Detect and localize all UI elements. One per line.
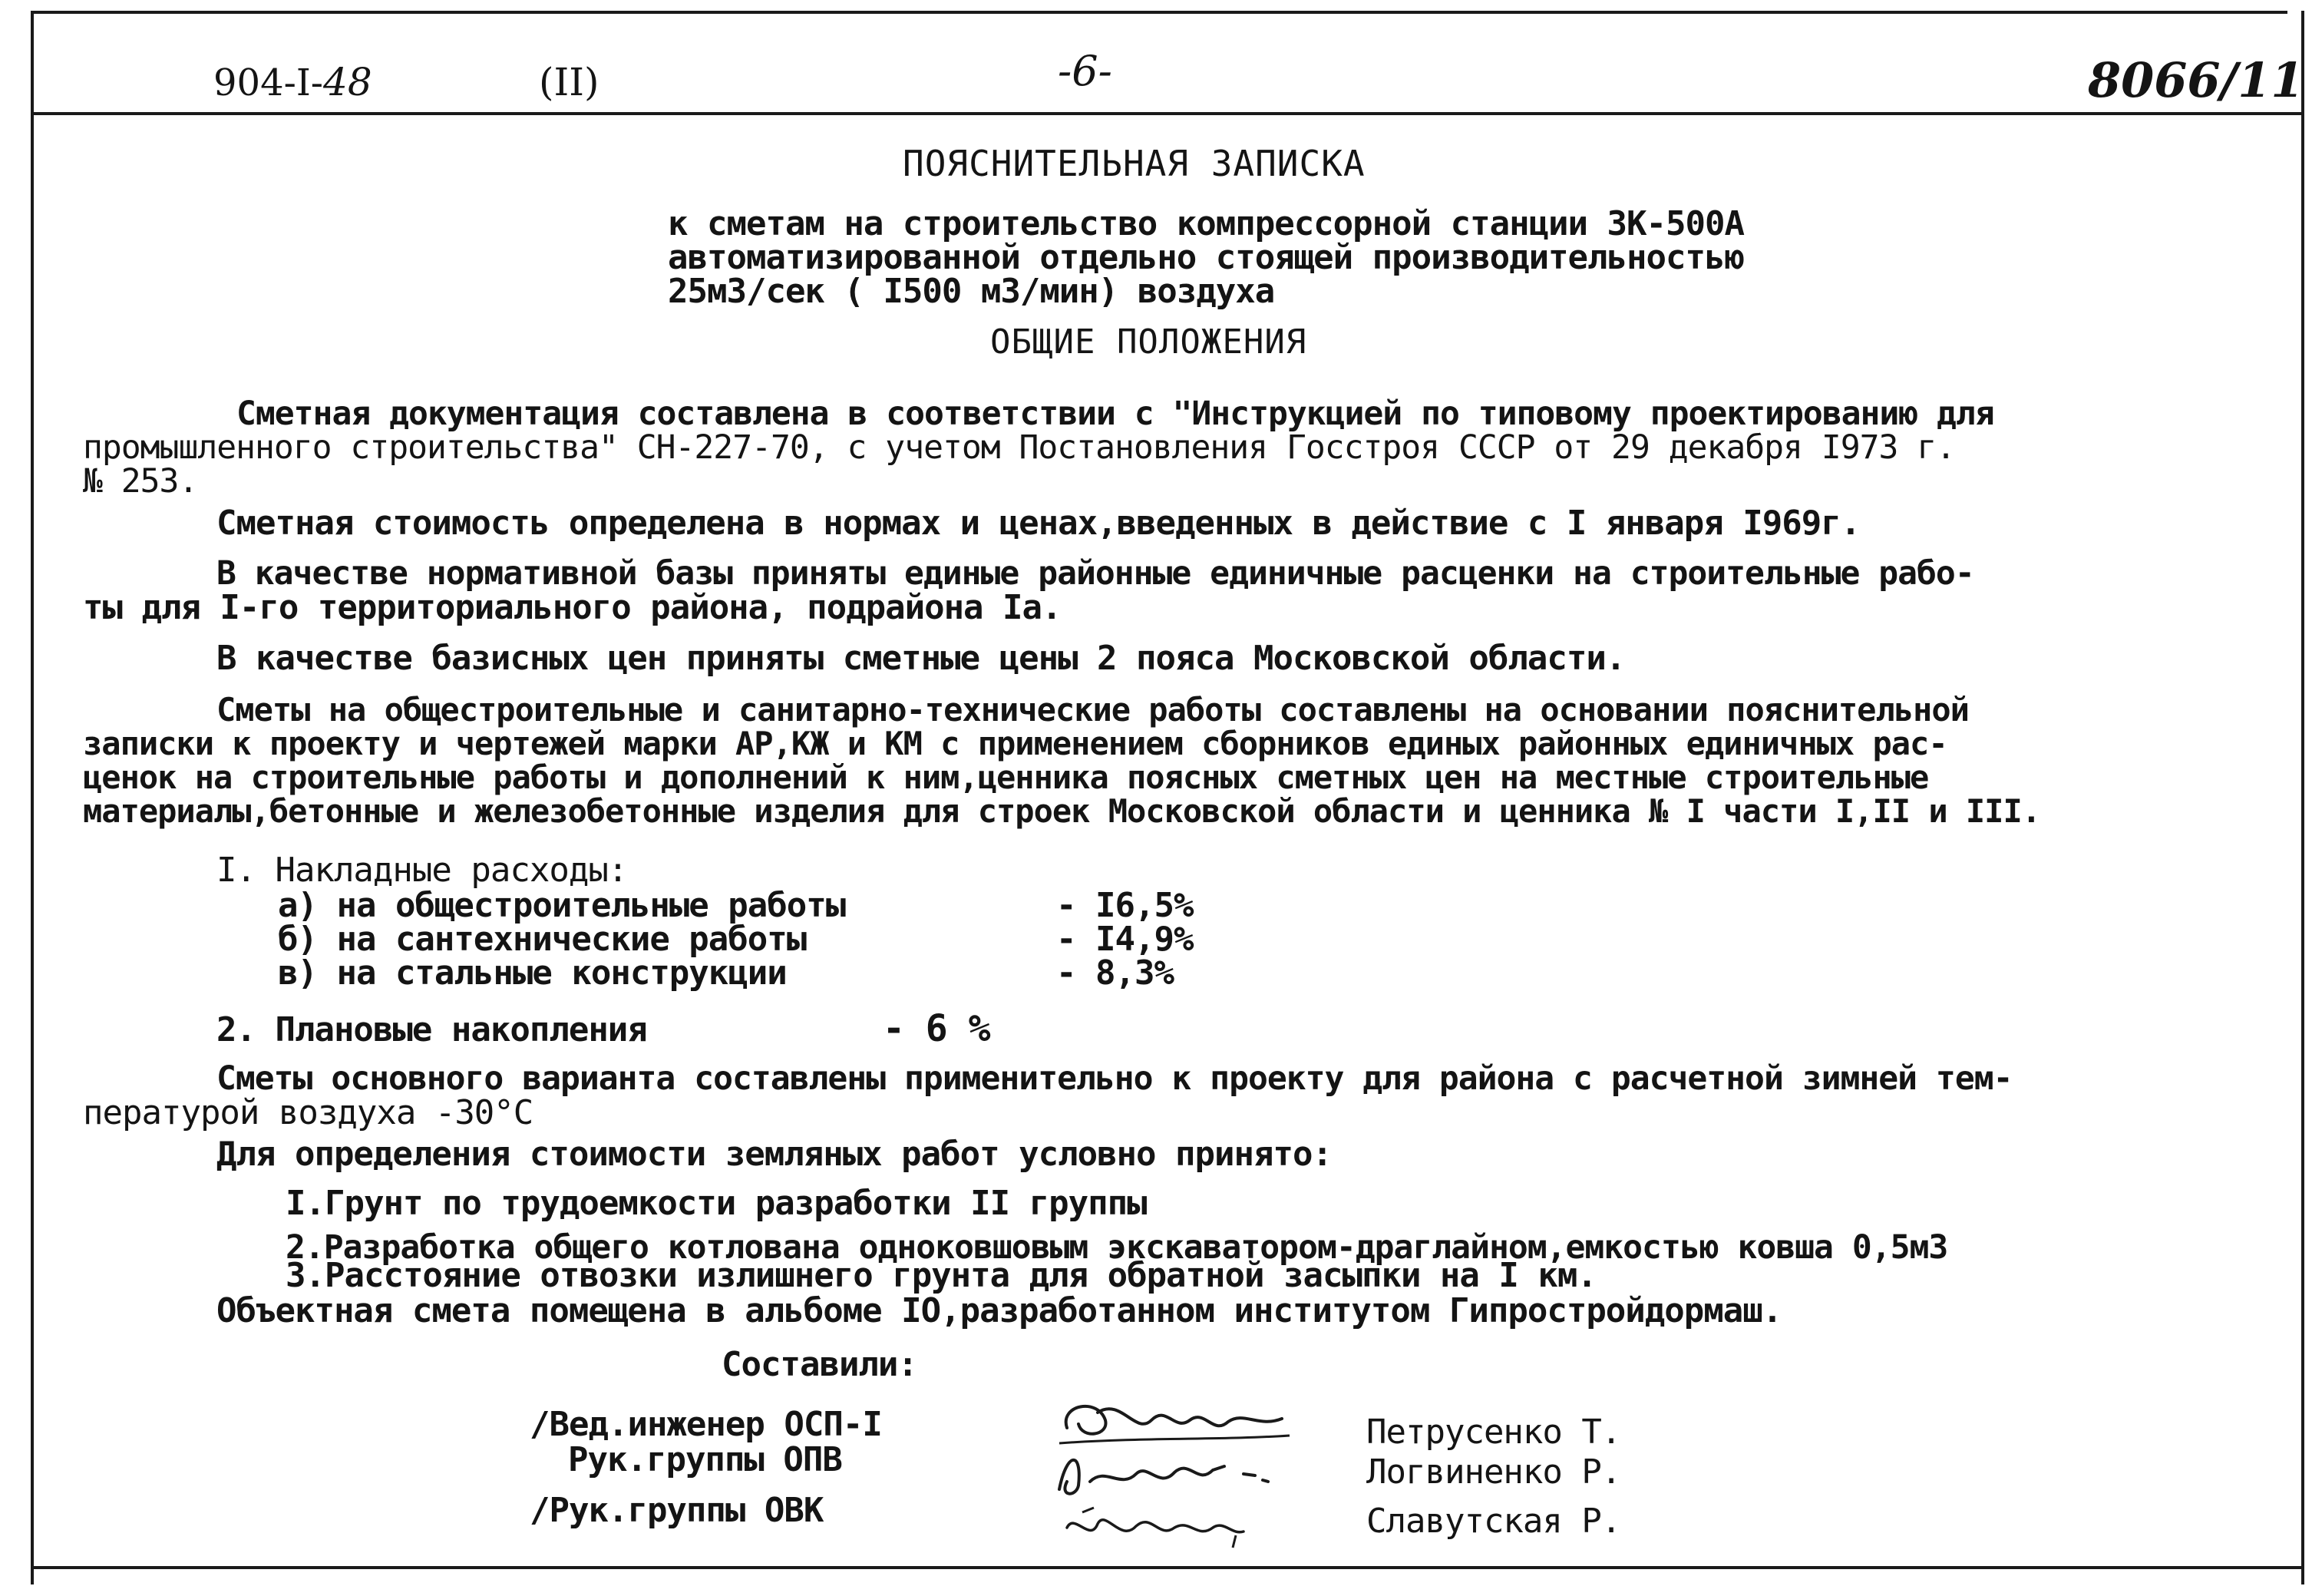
signer-3-position: /Рук.группы ОВК	[530, 1491, 824, 1530]
p5-line-3: ценок на строительные работы и дополнений к ним,ценника поясных сметных цен на местные строительные	[83, 758, 1929, 796]
p1-line-1: Сметная документация составлена в соответствии с "Инструкцией по типовому проектированию для	[236, 395, 1994, 433]
issue-number: (II)	[539, 60, 599, 104]
signature-3-scribble	[1052, 1497, 1297, 1558]
p3-line-2: ты для I-го территориального района, подрайона Iа.	[83, 588, 1062, 627]
signer-1-name: Петрусенко Т.	[1366, 1413, 1621, 1452]
overhead-item-3-label: в) на стальные конструкции	[278, 953, 787, 993]
signature-1-scribble	[1052, 1389, 1297, 1451]
overheads-heading: I. Накладные расходы:	[216, 851, 628, 890]
left-border	[31, 11, 34, 1584]
document-title: ПОЯСНИТЕЛЬНАЯ ЗАПИСКА	[903, 143, 1366, 184]
p5-line-1: Сметы на общестроительные и санитарно-технические работы составлены на основании пояснительной	[216, 691, 1969, 729]
p2-line-1: Сметная стоимость определена в нормах и ценах,введенных в действие с I января I969г.	[216, 504, 1861, 543]
overhead-item-1-value: - I6,5%	[1056, 886, 1194, 925]
p5-line-4: материалы,бетонные и железобетонные изделия для строек Московской области и ценника № I части I,II и III.	[83, 792, 2041, 830]
planned-savings-value: - 6 %	[883, 1007, 990, 1050]
series-hand: 48	[323, 60, 372, 104]
subtitle-line-1: к сметам на строительство компрессорной станции ЗК-500А	[668, 204, 1744, 243]
right-border	[2301, 11, 2304, 1584]
variant-line-1: Сметы основного варианта составлены применительно к проекту для района с расчетной зимней тем-	[216, 1059, 2013, 1098]
earthworks-item-3: 3.Расстояние отвозки излишнего грунта для обратной засыпки на I км.	[286, 1256, 1597, 1295]
overhead-item-3-value: - 8,3%	[1056, 953, 1174, 993]
bottom-border	[31, 1566, 2304, 1569]
series-prefix: 904-I-	[213, 61, 324, 104]
page-number: -6-	[1058, 47, 1112, 95]
compiled-by-label: Составили:	[722, 1345, 917, 1384]
signer-3-name: Славутская Р.	[1366, 1502, 1621, 1541]
signer-2-name: Логвиненко Р.	[1366, 1452, 1621, 1492]
series-number	[213, 60, 372, 104]
overhead-item-1-label: а) на общестроительные работы	[278, 886, 846, 925]
p1-line-3: № 253.	[83, 462, 198, 501]
earthworks-item-1: I.Грунт по трудоемкости разработки II группы	[286, 1184, 1147, 1223]
earthworks-item-2: 2.Разработка общего котлована одноковшовым экскаватором-драглайном,емкостью ковша 0,5м3	[286, 1228, 1948, 1267]
signer-1-position: /Вед.инженер ОСП-I	[530, 1405, 882, 1444]
object-estimate-note: Объектная смета помещена в альбоме IO,разработанном институтом Гипростройдормаш.	[216, 1291, 1782, 1330]
variant-line-2: пературой воздуха -30°С	[83, 1093, 533, 1132]
overhead-item-2-value: - I4,9%	[1056, 920, 1194, 959]
p4-line-1: В качестве базисных цен приняты сметные цены 2 пояса Московской области.	[216, 639, 1626, 678]
subtitle-line-3: 25м3/сек ( I500 м3/мин) воздуха	[668, 272, 1275, 311]
earthworks-heading: Для определения стоимости земляных работ условно принято:	[216, 1135, 1332, 1174]
p1-line-2: промышленного строительства" СН-227-70, с учетом Постановления Госстроя СССР от 29 декабря I973 г.	[83, 428, 1956, 467]
signer-2-position: Рук.группы ОПВ	[568, 1440, 842, 1479]
p3-line-1: В качестве нормативной базы приняты единые районные единичные расценки на строительные рабо-	[216, 554, 1974, 593]
overhead-item-2-label: б) на сантехнические работы	[278, 920, 807, 959]
top-border	[31, 11, 2287, 14]
signature-2-scribble	[1044, 1443, 1290, 1505]
section-heading: ОБЩИЕ ПОЛОЖЕНИЯ	[990, 322, 1307, 362]
inventory-number: 8066/11	[2088, 52, 2304, 108]
header-rule	[32, 112, 2304, 115]
planned-savings-label: 2. Плановые накопления	[216, 1010, 647, 1049]
subtitle-line-2: автоматизированной отдельно стоящей производительностью	[668, 238, 1744, 277]
p5-line-2: записки к проекту и чертежей марки АР,КЖ и КМ с применением сборников единых районных единичных рас-	[83, 725, 1947, 762]
